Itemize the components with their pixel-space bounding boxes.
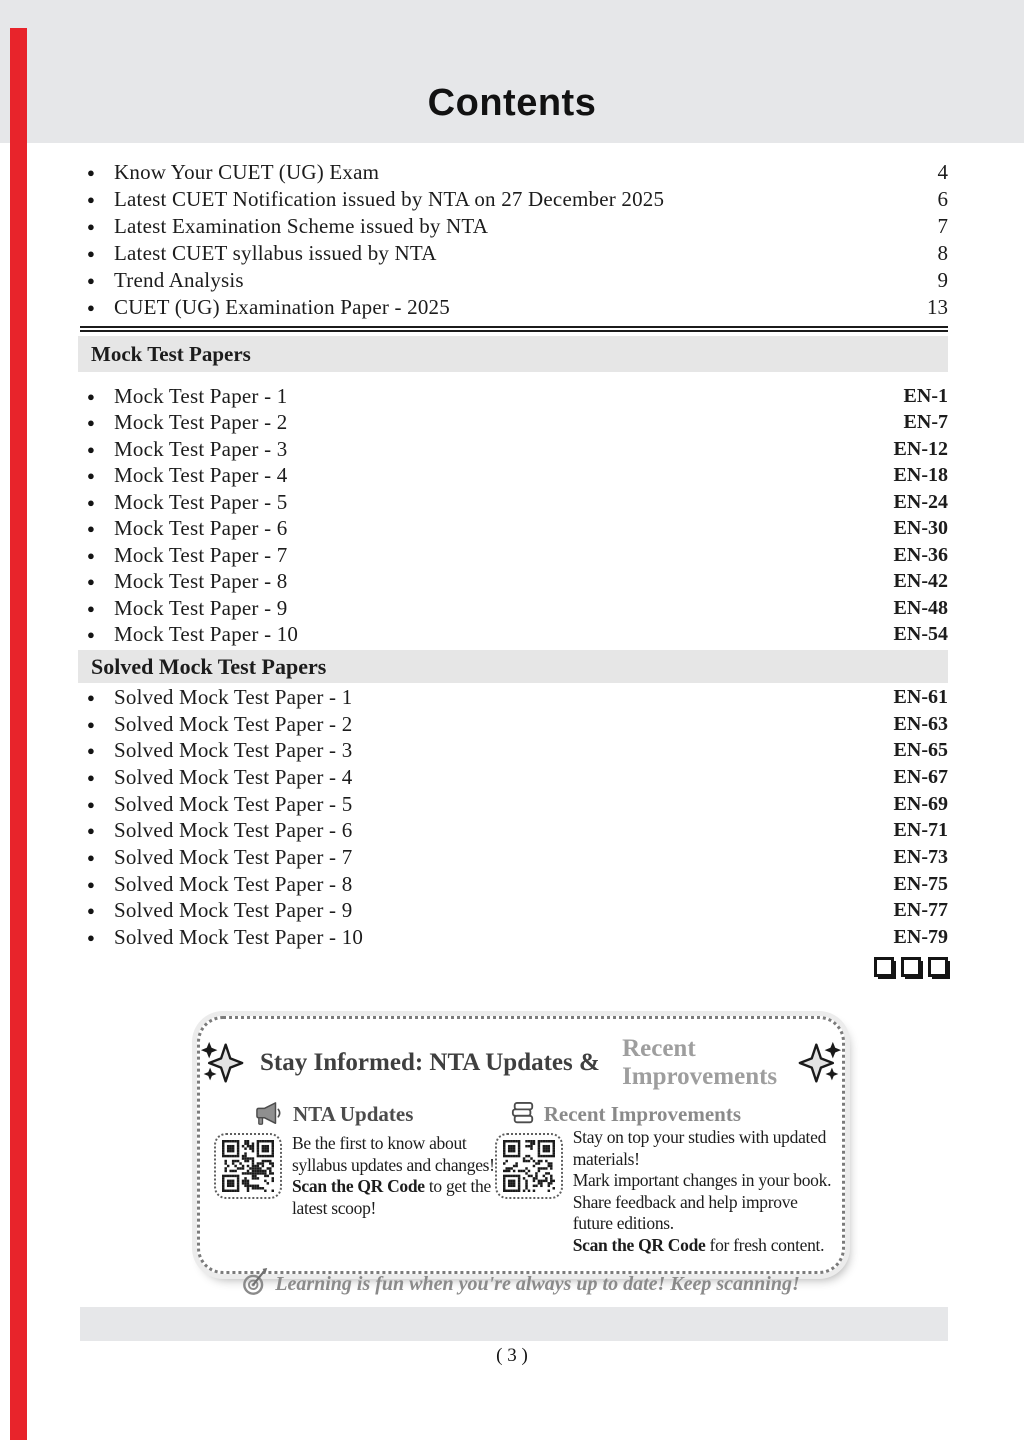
toc-item <box>80 463 948 490</box>
toc-item-page: EN-7 <box>903 411 948 434</box>
bullet-icon: ● <box>87 219 95 234</box>
bullet-icon: ● <box>87 547 95 563</box>
toc-item-page: EN-65 <box>893 739 948 762</box>
toc-item-page: 9 <box>937 268 948 292</box>
nta-updates-heading-row <box>254 1101 495 1127</box>
toc-item-page: EN-67 <box>893 765 948 788</box>
toc-item <box>80 516 948 543</box>
toc-item <box>80 294 948 321</box>
toc-item-label: Solved Mock Test Paper - 5 <box>114 791 353 816</box>
toc-item-page: EN-63 <box>893 712 948 735</box>
toc-item-label: Trend Analysis <box>114 268 244 292</box>
toc-item-page: EN-79 <box>893 926 948 949</box>
qr-code-nta-updates <box>214 1133 282 1199</box>
toc-item-page: EN-73 <box>893 845 948 868</box>
recent-improvements-heading-row <box>511 1101 831 1127</box>
sparkle-icon <box>200 1041 244 1085</box>
toc-item-label: Latest Examination Scheme issued by NTA <box>114 214 489 238</box>
info-box-note-row <box>200 1268 842 1296</box>
toc-item-page: EN-24 <box>893 490 948 513</box>
toc-item-label: Solved Mock Test Paper - 8 <box>114 871 353 896</box>
toc-item-page: EN-61 <box>893 685 948 708</box>
toc-item <box>80 186 948 213</box>
info-box-note: Learning is fun when you're always up to date! Keep scanning! <box>275 1273 800 1295</box>
toc-item-label: Mock Test Paper - 7 <box>114 542 288 567</box>
toc-item <box>80 764 948 791</box>
info-text-line <box>573 1192 831 1214</box>
bullet-icon: ● <box>87 246 95 261</box>
toc-item-label: Mock Test Paper - 8 <box>114 569 288 594</box>
bullet-icon: ● <box>87 468 95 484</box>
bullet-icon: ● <box>87 521 95 537</box>
toc-item-page: EN-12 <box>893 437 948 460</box>
toc-item-label: Solved Mock Test Paper - 9 <box>114 898 353 923</box>
mock-test-list <box>80 383 948 648</box>
toc-item-page: EN-54 <box>893 623 948 646</box>
toc-item-page: EN-69 <box>893 792 948 815</box>
dart-target-icon <box>242 1268 270 1296</box>
bullet-icon: ● <box>87 823 95 839</box>
toc-item-label: Mock Test Paper - 1 <box>114 383 288 408</box>
bullet-icon: ● <box>87 849 95 865</box>
recent-improvements-heading: Recent Improvements <box>543 1101 742 1126</box>
toc-item <box>80 622 948 649</box>
toc-item <box>80 711 948 738</box>
info-box-title-row <box>200 1035 842 1091</box>
toc-item-page: 6 <box>937 187 948 211</box>
toc-item <box>80 542 948 569</box>
toc-item-page: EN-42 <box>893 570 948 593</box>
text-segment: Mark important changes in your book. <box>572 1170 832 1190</box>
toc-item-page: EN-30 <box>893 517 948 540</box>
toc-item-page: 8 <box>937 241 948 265</box>
bullet-icon: ● <box>87 415 95 431</box>
end-square-icon <box>901 957 921 977</box>
toc-item-label: Know Your CUET (UG) Exam <box>114 160 380 184</box>
toc-item-page: EN-1 <box>903 384 948 407</box>
info-text-line <box>292 1133 495 1155</box>
toc-item <box>80 410 948 437</box>
text-segment: latest scoop! <box>292 1197 377 1218</box>
bullet-icon: ● <box>87 930 95 946</box>
toc-item-page: EN-77 <box>893 899 948 922</box>
toc-item-page: 4 <box>937 160 948 184</box>
bullet-icon: ● <box>87 716 95 732</box>
text-segment: syllabus updates and changes! <box>292 1154 495 1175</box>
solved-mock-test-list <box>80 684 948 951</box>
text-segment: materials! <box>572 1148 640 1169</box>
info-box-title-light: Recent Improvements <box>622 1035 778 1090</box>
bullet-icon: ● <box>87 689 95 705</box>
toc-item-label: Mock Test Paper - 4 <box>114 463 288 488</box>
text-segment: for fresh content. <box>705 1234 825 1255</box>
text-segment: Be the first to know about <box>292 1133 467 1153</box>
bullet-icon: ● <box>87 743 95 759</box>
page-title: Contents <box>427 82 597 124</box>
toc-item-page: EN-71 <box>893 819 948 842</box>
bullet-icon: ● <box>87 165 95 180</box>
toc-item <box>80 791 948 818</box>
toc-item-label: Mock Test Paper - 5 <box>114 489 288 514</box>
toc-item <box>80 595 948 622</box>
page-number: ( 3 ) <box>496 1345 528 1366</box>
info-box-title-dark: Stay Informed: NTA Updates & <box>260 1049 607 1076</box>
toc-item <box>80 240 948 267</box>
toc-item <box>80 737 948 764</box>
end-square-icon <box>928 957 948 977</box>
toc-item <box>80 436 948 463</box>
bullet-icon: ● <box>87 300 95 315</box>
toc-item-label: Latest CUET syllabus issued by NTA <box>114 241 437 265</box>
toc-item-page: EN-18 <box>893 464 948 487</box>
info-text-line <box>292 1155 495 1177</box>
toc-item-label: Mock Test Paper - 10 <box>114 622 299 647</box>
toc-item-page: EN-75 <box>893 872 948 895</box>
qr-code-recent-improvements <box>495 1133 563 1199</box>
toc-item <box>80 383 948 410</box>
toc-item <box>80 267 948 294</box>
toc-item <box>80 684 948 711</box>
bullet-icon: ● <box>87 192 95 207</box>
toc-item-label: Solved Mock Test Paper - 1 <box>114 684 353 709</box>
info-text-line <box>573 1149 831 1171</box>
bullet-icon: ● <box>87 574 95 590</box>
toc-item <box>80 213 948 240</box>
toc-item-page: 7 <box>937 214 948 238</box>
recent-improvements-column <box>495 1101 831 1256</box>
toc-item-label: Solved Mock Test Paper - 7 <box>114 844 353 869</box>
footer-band <box>80 1307 948 1341</box>
double-rule-divider <box>80 326 948 332</box>
info-text-line <box>292 1176 495 1198</box>
toc-item-label: Mock Test Paper - 9 <box>114 595 288 620</box>
section-header-solved: Solved Mock Test Papers <box>78 650 948 683</box>
toc-item <box>80 159 948 186</box>
nta-updates-text <box>292 1133 495 1219</box>
bullet-icon: ● <box>87 627 95 643</box>
toc-item-page: EN-48 <box>893 596 948 619</box>
text-segment: Share feedback and help improve <box>572 1191 798 1212</box>
bullet-icon: ● <box>87 441 95 457</box>
toc-item-page: EN-36 <box>893 543 948 566</box>
bullet-icon: ● <box>87 388 95 404</box>
megaphone-icon <box>254 1101 284 1127</box>
bullet-icon: ● <box>87 903 95 919</box>
toc-item-label: Mock Test Paper - 6 <box>114 516 288 541</box>
stay-informed-box <box>197 1016 845 1295</box>
toc-item <box>80 898 948 925</box>
bullet-icon: ● <box>87 769 95 785</box>
bullet-icon: ● <box>87 600 95 616</box>
toc-item-label: Latest CUET Notification issued by NTA on 27 December 2025 <box>114 187 665 211</box>
toc-item-label: CUET (UG) Examination Paper - 2025 <box>114 295 450 319</box>
bullet-icon: ● <box>87 273 95 288</box>
info-text-line <box>573 1235 831 1257</box>
text-segment: Scan the QR Code <box>572 1234 706 1255</box>
left-red-stripe <box>10 28 27 1440</box>
sparkle-icon <box>798 1041 842 1085</box>
toc-item <box>80 489 948 516</box>
info-text-line <box>573 1127 831 1149</box>
toc-item-page: 13 <box>927 295 948 319</box>
toc-item <box>80 569 948 596</box>
nta-updates-column <box>214 1101 495 1256</box>
text-segment: Stay on top your studies with updated <box>572 1127 827 1147</box>
bullet-icon: ● <box>87 796 95 812</box>
toc-item-label: Solved Mock Test Paper - 6 <box>114 818 353 843</box>
toc-item-label: Solved Mock Test Paper - 2 <box>114 711 353 736</box>
text-segment: to get the <box>424 1176 491 1196</box>
end-square-icon <box>874 957 894 977</box>
bullet-icon: ● <box>87 494 95 510</box>
toc-item-label: Solved Mock Test Paper - 4 <box>114 764 353 789</box>
section-header-mock: Mock Test Papers <box>78 336 948 372</box>
info-text-line <box>292 1198 495 1220</box>
nta-updates-heading: NTA Updates <box>293 1101 414 1126</box>
info-text-line <box>573 1170 831 1192</box>
toc-item <box>80 924 948 951</box>
toc-item-label: Solved Mock Test Paper - 3 <box>114 738 353 763</box>
text-segment: Scan the QR Code <box>292 1176 425 1196</box>
toc-intro-list <box>80 159 948 321</box>
toc-item <box>80 871 948 898</box>
books-icon <box>511 1101 535 1127</box>
end-marker-squares <box>80 957 948 977</box>
toc-item-label: Mock Test Paper - 3 <box>114 436 288 461</box>
info-text-line <box>573 1213 831 1235</box>
text-segment: future editions. <box>572 1213 674 1233</box>
toc-item <box>80 817 948 844</box>
bullet-icon: ● <box>87 876 95 892</box>
recent-improvements-text <box>573 1127 831 1256</box>
toc-item <box>80 844 948 871</box>
toc-item-label: Mock Test Paper - 2 <box>114 410 288 435</box>
toc-item-label: Solved Mock Test Paper - 10 <box>114 925 364 950</box>
